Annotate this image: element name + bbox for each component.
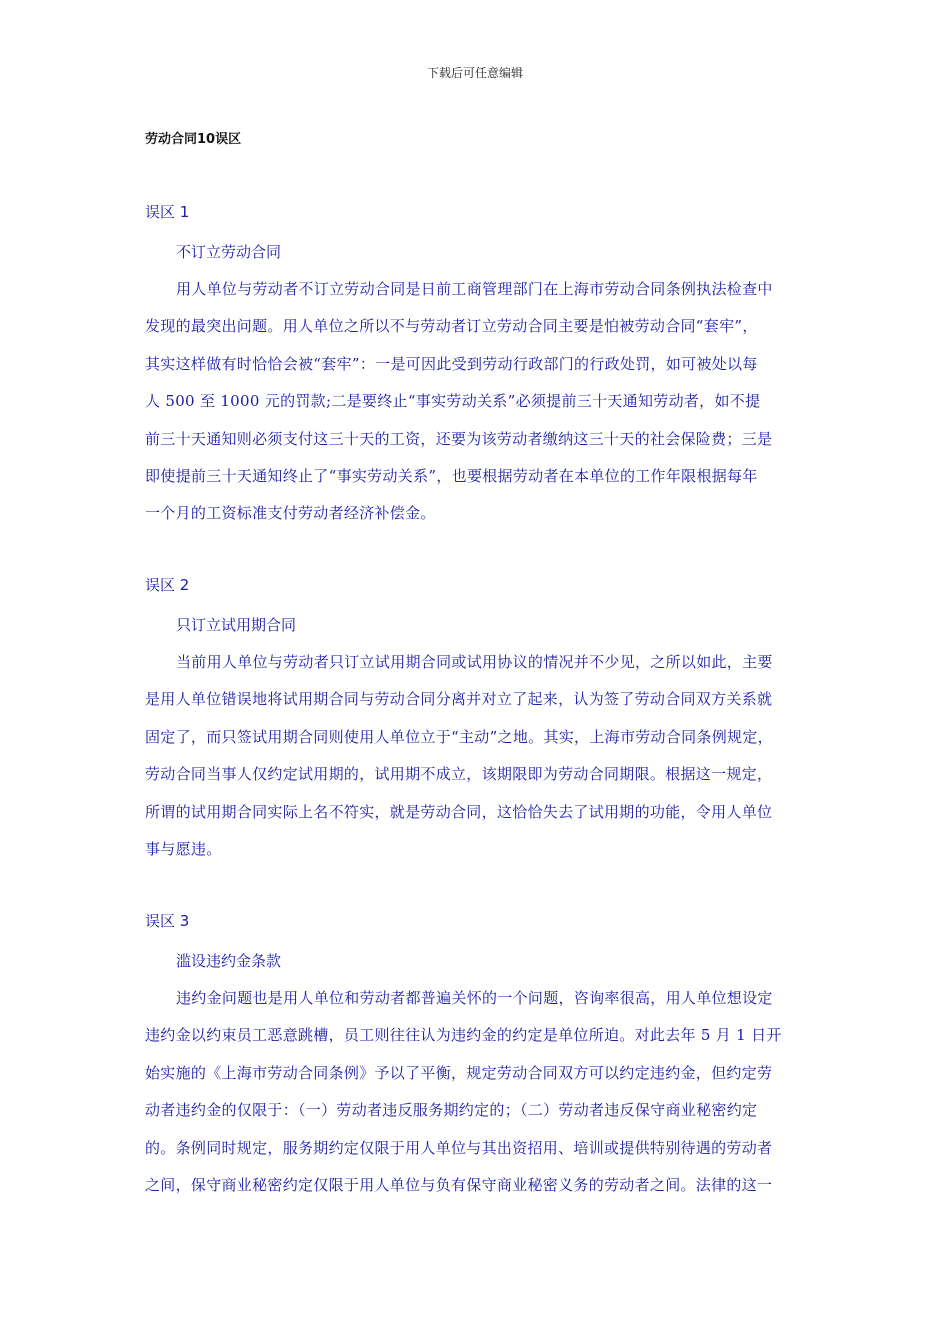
paragraph-line: 发现的最突出问题。用人单位之所以不与劳动者订立劳动合同主要是怕被劳动合同“套牢”， xyxy=(145,317,758,336)
paragraph-line: 违约金以约束员工恶意跳槽，员工则往往认为违约金的约定是单位所迫。对此去年 5 月 1 日开 xyxy=(145,1026,782,1045)
section-subtitle: 只订立试用期合同 xyxy=(176,616,297,634)
page-header: 下载后可任意编辑 xyxy=(426,66,523,80)
section-paragraph xyxy=(145,271,815,533)
paragraph-line: 人 500 至 1000 元的罚款;二是要终止“事实劳动关系”必须提前三十天通知劳动者，如不提 xyxy=(145,392,761,411)
document-title: 劳动合同10误区 xyxy=(145,132,242,147)
section-3 xyxy=(145,907,815,1204)
paragraph-line: 所谓的试用期合同实际上名不符实，就是劳动合同，这恰恰失去了试用期的功能，令用人单位 xyxy=(145,802,773,821)
section-label: 误区 1 xyxy=(145,203,190,221)
paragraph-line: 用人单位与劳动者不订立劳动合同是日前工商管理部门在上海市劳动合同条例执法检查中 xyxy=(176,280,773,298)
paragraph-line: 一个月的工资标准支付劳动者经济补偿金。 xyxy=(145,504,436,523)
section-paragraph xyxy=(145,644,815,868)
paragraph-line: 其实这样做有时恰恰会被“套牢”：一是可因此受到劳动行政部门的行政处罚，如可被处以每 xyxy=(145,354,758,373)
paragraph-line: 前三十天通知则必须支付这三十天的工资，还要为该劳动者缴纳这三十天的社会保险费；三是 xyxy=(145,429,773,448)
section-subtitle: 不订立劳动合同 xyxy=(176,243,282,261)
section-1 xyxy=(145,198,815,533)
section-paragraph xyxy=(145,980,815,1204)
paragraph-line: 违约金问题也是用人单位和劳动者都普遍关怀的一个问题，咨询率很高，用人单位想设定 xyxy=(176,989,773,1007)
paragraph-line: 即使提前三十天通知终止了“事实劳动关系”，也要根据劳动者在本单位的工作年限根据每年 xyxy=(145,467,758,486)
section-label: 误区 2 xyxy=(145,576,190,594)
paragraph-line: 之间，保守商业秘密约定仅限于用人单位与负有保守商业秘密义务的劳动者之间。法律的这一 xyxy=(145,1176,773,1195)
paragraph-line: 劳动合同当事人仅约定试用期的，试用期不成立，该期限即为劳动合同期限。根据这一规定， xyxy=(145,765,773,784)
section-label: 误区 3 xyxy=(145,912,190,930)
paragraph-line: 的。条例同时规定，服务期约定仅限于用人单位与其出资招用、培训或提供特别待遇的劳动者 xyxy=(145,1138,773,1157)
paragraph-line: 固定了，而只签试用期合同则使用人单位立于“主动”之地。其实，上海市劳动合同条例规定， xyxy=(145,727,773,746)
paragraph-line: 当前用人单位与劳动者只订立试用期合同或试用协议的情况并不少见，之所以如此，主要 xyxy=(176,653,773,671)
paragraph-line: 事与愿违。 xyxy=(145,840,222,859)
paragraph-line: 动者违约金的仅限于：（一）劳动者违反服务期约定的；（二）劳动者违反保守商业秘密约定 xyxy=(145,1101,758,1120)
section-2 xyxy=(145,571,815,868)
paragraph-line: 始实施的《上海市劳动合同条例》予以了平衡，规定劳动合同双方可以约定违约金，但约定劳 xyxy=(145,1063,773,1082)
section-subtitle: 滥设违约金条款 xyxy=(176,952,282,970)
paragraph-line: 是用人单位错误地将试用期合同与劳动合同分离并对立了起来，认为签了劳动合同双方关系就 xyxy=(145,690,773,709)
